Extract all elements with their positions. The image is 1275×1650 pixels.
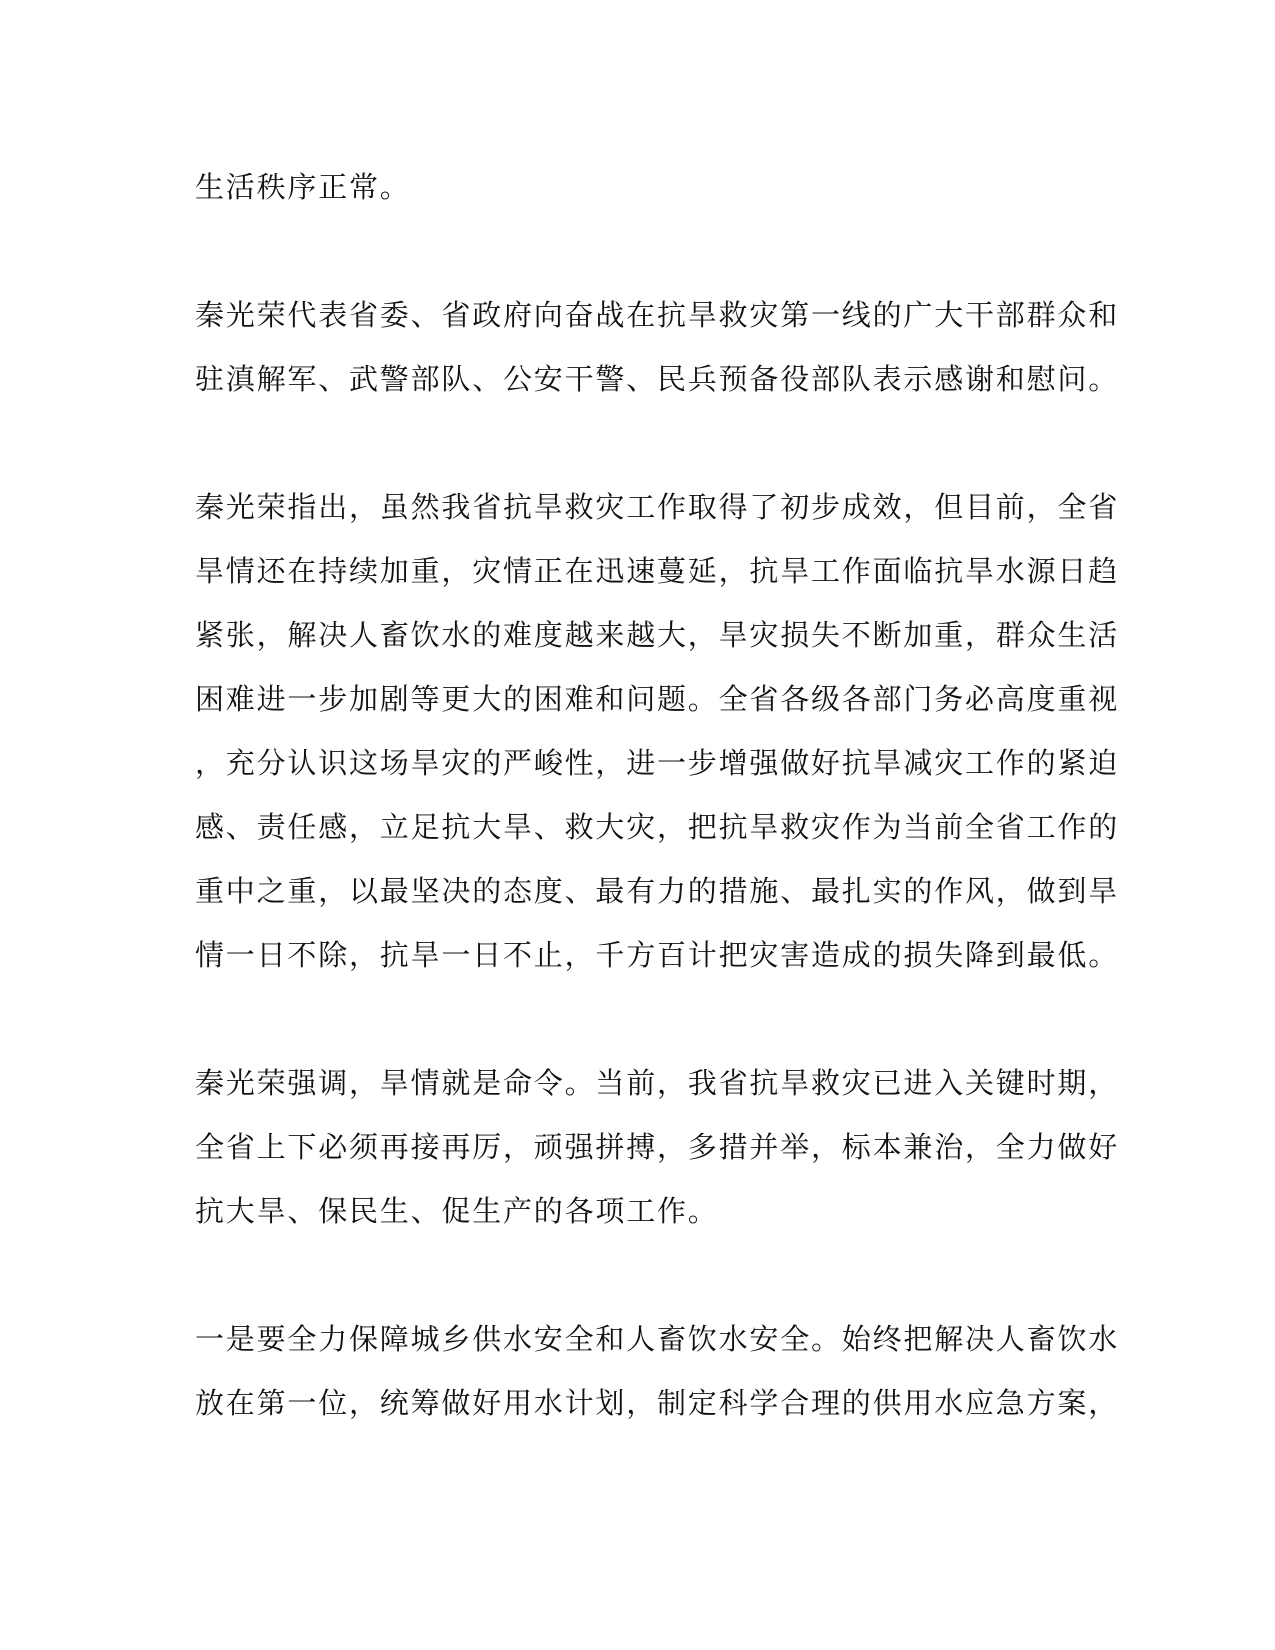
paragraph-spacer xyxy=(195,1243,1085,1307)
text-line: 放在第一位，统筹做好用水计划，制定科学合理的供用水应急方案， xyxy=(195,1386,1120,1420)
text-line: ，充分认识这场旱灾的严峻性，进一步增强做好抗旱减灾工作的紧迫 xyxy=(195,746,1120,780)
paragraph xyxy=(195,475,1120,987)
paragraph-spacer xyxy=(195,411,1085,475)
text-line: 感、责任感，立足抗大旱、救大灾，把抗旱救灾作为当前全省工作的 xyxy=(195,810,1120,844)
paragraph xyxy=(195,1051,1120,1243)
text-line: 旱情还在持续加重，灾情正在迅速蔓延，抗旱工作面临抗旱水源日趋 xyxy=(195,554,1120,588)
text-line: 紧张，解决人畜饮水的难度越来越大，旱灾损失不断加重，群众生活 xyxy=(195,618,1120,652)
text-line: 秦光荣代表省委、省政府向奋战在抗旱救灾第一线的广大干部群众和 xyxy=(195,298,1120,332)
paragraph-spacer xyxy=(195,987,1085,1051)
text-line: 一是要全力保障城乡供水安全和人畜饮水安全。始终把解决人畜饮水 xyxy=(195,1322,1120,1356)
paragraph xyxy=(195,155,1085,219)
text-line: 秦光荣强调，旱情就是命令。当前，我省抗旱救灾已进入关键时期， xyxy=(195,1066,1120,1100)
text-line: 重中之重，以最坚决的态度、最有力的措施、最扎实的作风，做到旱 xyxy=(195,874,1120,908)
document-body xyxy=(195,155,1120,1435)
text-line: 情一日不除，抗旱一日不止，千方百计把灾害造成的损失降到最低。 xyxy=(195,938,1120,972)
text-line: 困难进一步加剧等更大的困难和问题。全省各级各部门务必高度重视 xyxy=(195,682,1120,716)
text-line: 抗大旱、保民生、促生产的各项工作。 xyxy=(195,1194,719,1228)
text-line: 全省上下必须再接再厉，顽强拼搏，多措并举，标本兼治，全力做好 xyxy=(195,1130,1120,1164)
text-line: 驻滇解军、武警部队、公安干警、民兵预备役部队表示感谢和慰问。 xyxy=(195,362,1120,396)
text-line: 秦光荣指出，虽然我省抗旱救灾工作取得了初步成效，但目前，全省 xyxy=(195,490,1120,524)
paragraph xyxy=(195,1307,1120,1435)
paragraph xyxy=(195,283,1120,411)
paragraph-spacer xyxy=(195,219,1085,283)
text-line: 生活秩序正常。 xyxy=(195,170,411,204)
